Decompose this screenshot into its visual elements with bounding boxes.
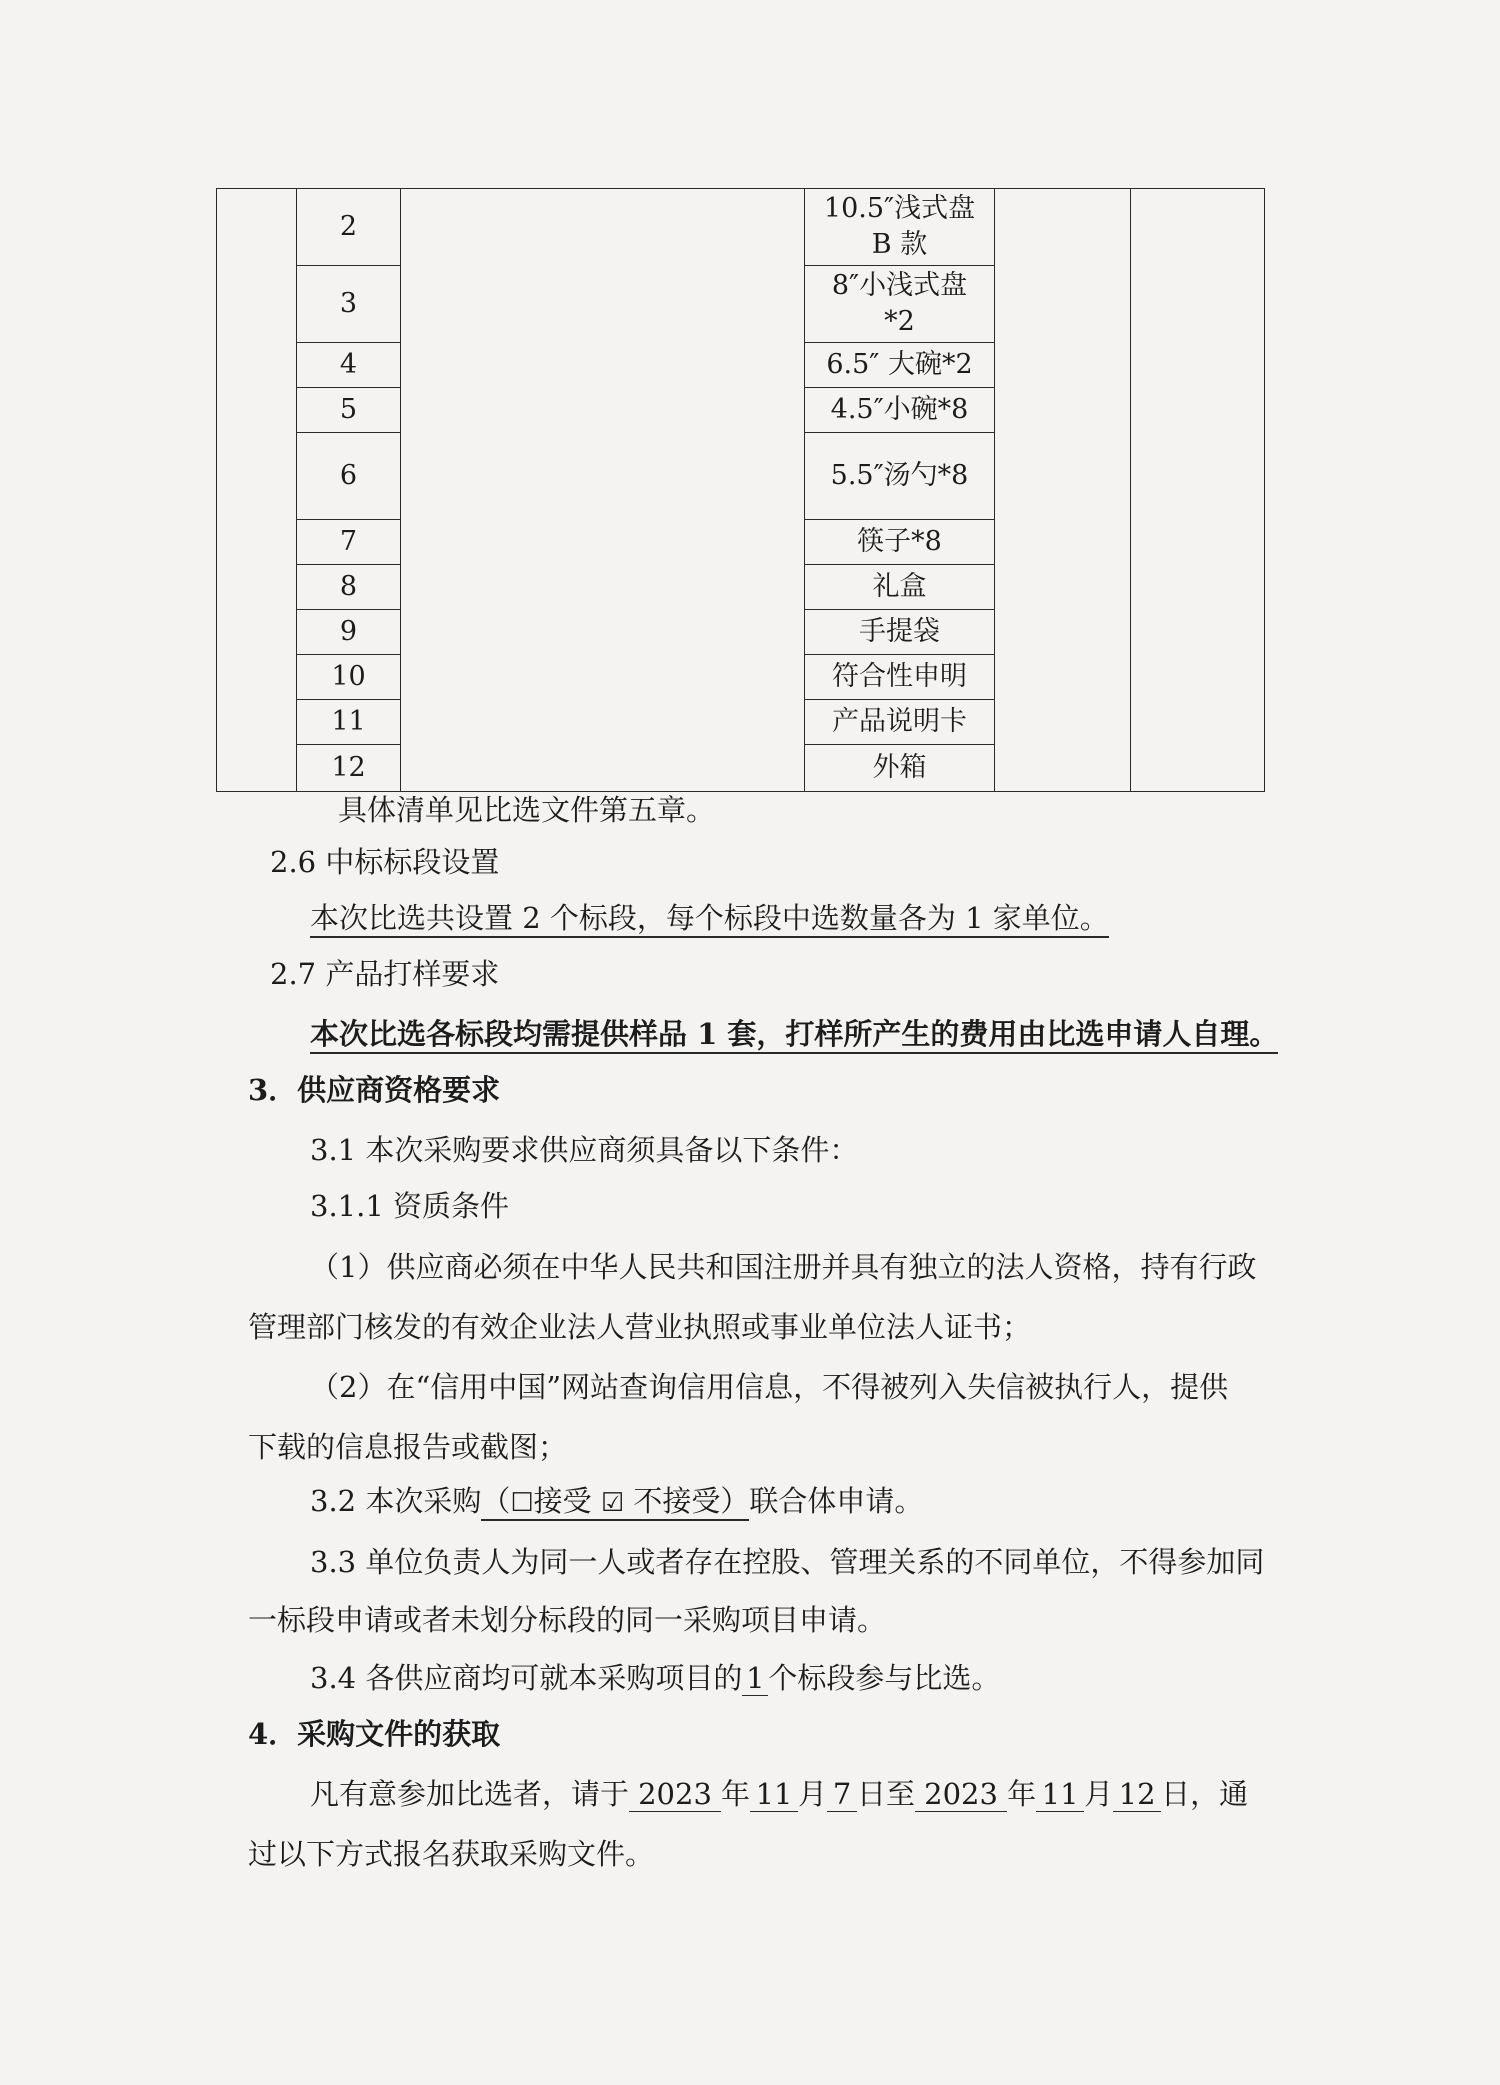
spec-cell <box>401 189 805 792</box>
item-name: 8″小浅式盘 *2 <box>805 266 995 343</box>
accept-checkbox-unchecked: ☐ <box>510 1488 534 1518</box>
items-table <box>216 188 1265 792</box>
list-note: 具体清单见比选文件第五章。 <box>338 793 716 827</box>
section-3-1: 3.1 本次采购要求供应商须具备以下条件： <box>310 1133 859 1167</box>
clause-1-line-2: 管理部门核发的有效企业法人营业执照或事业单位法人证书； <box>248 1310 1032 1344</box>
row-number: 12 <box>297 745 401 792</box>
item-name: 5.5″汤勺*8 <box>805 433 995 520</box>
row-number: 6 <box>297 433 401 520</box>
section-4-line-1: 凡有意参加比选者，请于 2023 年 11 月 7 日至 2023 年 11 月 12 日，通 <box>310 1777 1249 1811</box>
row-number: 7 <box>297 520 401 565</box>
section-2-6-body: 本次比选共设置 2 个标段，每个标段中选数量各为 1 家单位。 <box>310 901 1109 936</box>
section-2-6-heading: 2.6 中标标段设置 <box>270 845 500 879</box>
section-3-1-1: 3.1.1 资质条件 <box>310 1189 510 1223</box>
item-name: 手提袋 <box>805 610 995 655</box>
table-row <box>217 189 1265 266</box>
row-number: 9 <box>297 610 401 655</box>
section-2-7-heading: 2.7 产品打样要求 <box>270 957 500 991</box>
not-accept-checkbox-checked: ☑ <box>600 1488 625 1518</box>
row-number: 10 <box>297 655 401 700</box>
section-2-7-body: 本次比选各标段均需提供样品 1 套，打样所产生的费用由比选申请人自理。 <box>310 1017 1278 1052</box>
item-name: 符合性申明 <box>805 655 995 700</box>
clause-2-line-1: （2）在“信用中国”网站查询信用信息，不得被列入失信被执行人，提供 <box>310 1370 1229 1404</box>
section-3-heading: 3．供应商资格要求 <box>248 1073 501 1107</box>
row-number: 8 <box>297 565 401 610</box>
item-name: 外箱 <box>805 745 995 792</box>
section-3-2: 3.2 本次采购（☐接受 ☑ 不接受）联合体申请。 <box>310 1484 923 1519</box>
section-4-heading: 4．采购文件的获取 <box>248 1717 501 1751</box>
row-number: 11 <box>297 700 401 745</box>
row-number: 5 <box>297 388 401 433</box>
section-3-3-line-2: 一标段申请或者未划分标段的同一采购项目申请。 <box>248 1603 887 1637</box>
item-name: 筷子*8 <box>805 520 995 565</box>
remark-cell <box>1131 189 1265 792</box>
item-name: 产品说明卡 <box>805 700 995 745</box>
item-name: 10.5″浅式盘 B 款 <box>805 189 995 266</box>
row-number: 2 <box>297 189 401 266</box>
qty-cell <box>995 189 1131 792</box>
clause-2-line-2: 下载的信息报告或截图； <box>248 1430 568 1464</box>
row-number: 4 <box>297 343 401 388</box>
clause-1-line-1: （1）供应商必须在中华人民共和国注册并具有独立的法人资格，持有行政 <box>310 1250 1257 1284</box>
section-3-3-line-1: 3.3 单位负责人为同一人或者存在控股、管理关系的不同单位，不得参加同 <box>310 1545 1265 1579</box>
row-number: 3 <box>297 266 401 343</box>
item-name: 6.5″ 大碗*2 <box>805 343 995 388</box>
item-name: 礼盒 <box>805 565 995 610</box>
item-name: 4.5″小碗*8 <box>805 388 995 433</box>
group-cell <box>217 189 297 792</box>
section-4-line-2: 过以下方式报名获取采购文件。 <box>248 1837 655 1871</box>
section-3-4: 3.4 各供应商均可就本采购项目的 1 个标段参与比选。 <box>310 1661 1001 1695</box>
